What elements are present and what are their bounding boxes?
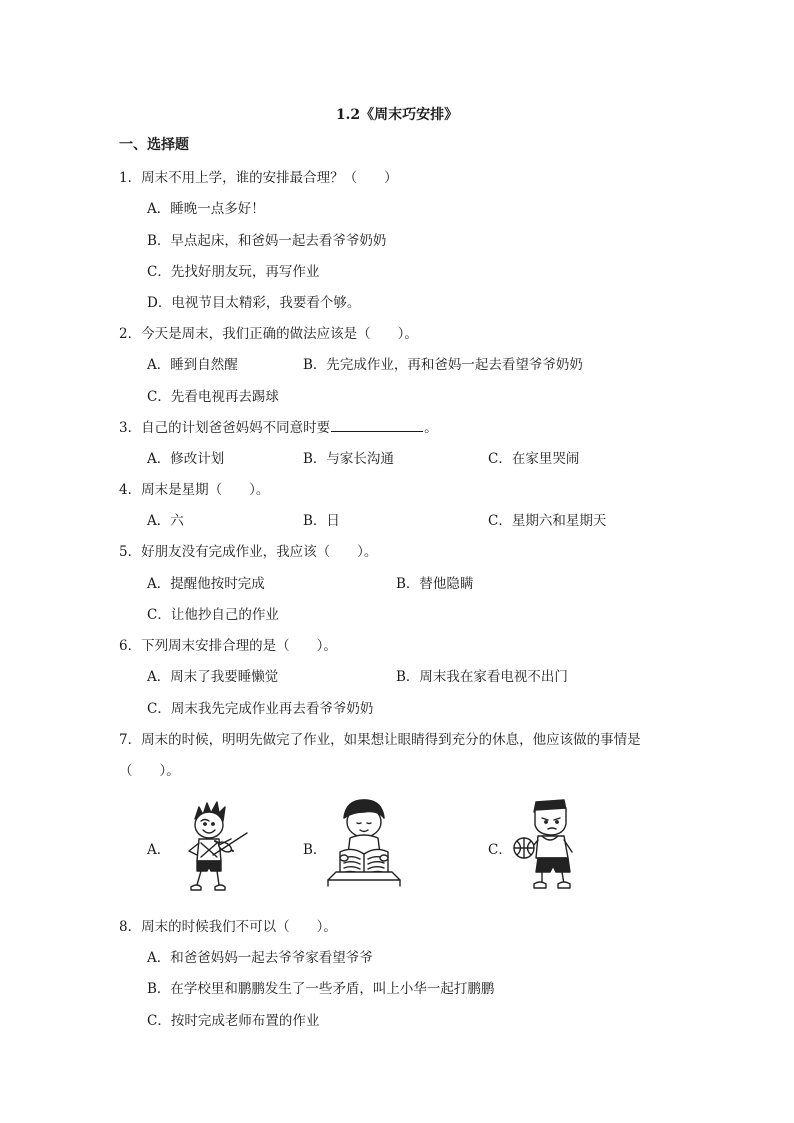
question-3 [119,416,438,436]
q5-option-a: A．提醒他按时完成 [147,576,265,592]
q2-option-c: C．先看电视再去踢球 [147,389,279,405]
q5-option-c: C．让他抄自己的作业 [147,607,279,623]
q3-stem-text: 3．自己的计划爸爸妈妈不同意时要 [119,420,331,436]
question-7-line2: （ ）。 [119,763,180,779]
q3-option-a: A．修改计划 [147,451,225,467]
question-6: 6．下列周末安排合理的是（ ）。 [119,638,337,654]
q3-option-c: C．在家里哭闹 [488,451,580,467]
answer-blank [331,419,423,432]
q8-option-b: B．在学校里和鹏鹏发生了一些矛盾，叫上小华一起打鹏鹏 [147,981,495,997]
q7-option-b: B． [303,842,327,858]
boy-dribbling-basketball-icon [508,796,583,896]
section-heading: 一、选择题 [119,137,189,153]
q6-option-a: A．周末了我要睡懒觉 [147,669,279,685]
question-8: 8．周末的时候我们不可以（ ）。 [119,919,337,935]
q4-option-c: C．星期六和星期天 [488,513,607,529]
question-4: 4．周末是星期（ ）。 [119,482,270,498]
q1-option-b: B．早点起床，和爸妈一起去看爷爷奶奶 [147,233,387,249]
q3-option-b: B．与家长沟通 [303,451,394,467]
q1-option-d: D．电视节目太精彩，我要看个够。 [147,295,361,311]
q4-option-b: B．日 [303,513,340,529]
q8-option-c: C．按时完成老师布置的作业 [147,1013,320,1029]
q7-option-c: C． [488,842,512,858]
q8-option-a: A．和爸爸妈妈一起去爷爷家看望爷爷 [147,950,373,966]
page-title: 1.2《周末巧安排》 [335,107,459,123]
boy-playing-violin-icon [175,797,255,897]
question-2: 2．今天是周末，我们正确的做法应该是（ ）。 [119,326,418,342]
question-1: 1．周末不用上学，谁的安排最合理？（ ） [119,170,398,186]
boy-reading-book-icon [322,796,407,891]
q3-stem-end: 。 [424,420,438,436]
q1-option-a: A．睡晚一点多好！ [147,201,265,217]
q4-option-a: A．六 [147,513,184,529]
q2-option-b: B．先完成作业，再和爸妈一起去看望爷爷奶奶 [303,357,583,373]
q2-option-a: A．睡到自然醒 [147,357,238,373]
question-5: 5．好朋友没有完成作业，我应该（ ）。 [119,544,378,560]
q5-option-b: B．替他隐瞒 [396,576,474,592]
question-7: 7．周末的时候，明明先做完了作业，如果想让眼睛得到充分的休息，他应该做的事情是 [119,732,641,748]
q7-option-a: A． [147,842,171,858]
q1-option-c: C．先找好朋友玩，再写作业 [147,264,320,280]
q6-option-c: C．周末我先完成作业再去看爷爷奶奶 [147,701,374,717]
q6-option-b: B．周末我在家看电视不出门 [396,669,568,685]
